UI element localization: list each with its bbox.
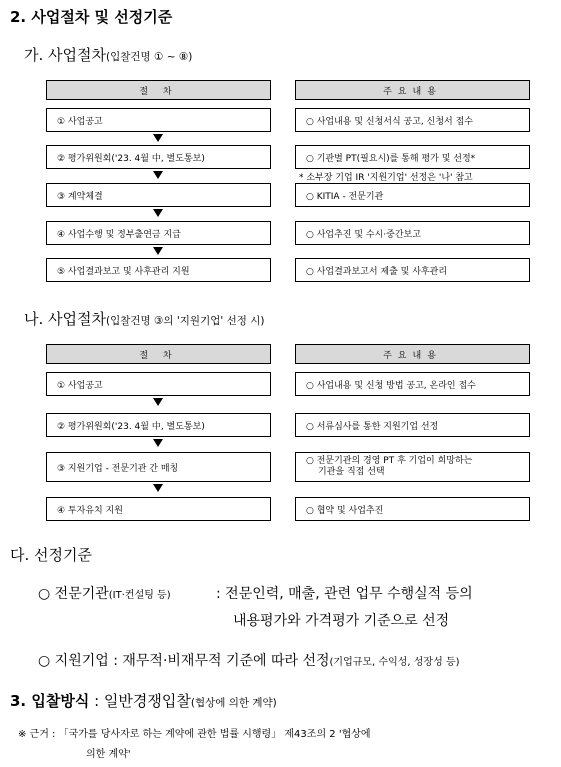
table-b-content-1: ○ 사업내용 및 신청 방법 공고, 온라인 접수 xyxy=(295,372,530,396)
table-b-content-4: ○ 협약 및 사업추진 xyxy=(295,497,530,521)
legal-basis-note-cont: 의한 계약' xyxy=(86,749,131,760)
subsection-a-heading: 가. 사업절차(입찰건명 ① ~ ⑧) xyxy=(24,46,193,64)
table-b-content-3 xyxy=(295,452,530,482)
criteria-item-2 xyxy=(38,650,459,670)
table-b-content-3-line2: 기관을 직접 선택 xyxy=(318,467,385,477)
criteria-item-1-text: : 전문인력, 매출, 관련 업무 수행실적 등의 xyxy=(216,586,473,602)
down-arrow-icon xyxy=(153,439,163,447)
table-b-content-2: ○ 서류심사를 통한 지원기업 선정 xyxy=(295,413,530,437)
table-a-step-1: ① 사업공고 xyxy=(46,108,271,132)
down-arrow-icon xyxy=(153,247,163,255)
table-a-step-3: ③ 계약체결 xyxy=(46,183,271,207)
table-a-step-4: ④ 사업수행 및 정부출연금 지급 xyxy=(46,221,271,245)
criteria-item-2-label: ○ 지원기업 : 재무적·비재무적 기준에 따라 선정 xyxy=(38,653,330,669)
table-a-header-right: 주요내용 xyxy=(295,80,530,100)
table-a-step-2: ② 평가위원회('23. 4월 中, 별도통보) xyxy=(46,145,271,169)
down-arrow-icon xyxy=(153,398,163,406)
down-arrow-icon xyxy=(153,171,163,179)
legal-basis-note: ※ 근거 : 「국가를 당사자로 하는 계약에 관한 법률 시행령」 제43조의 2 '협상에 xyxy=(18,729,371,740)
section-3-title: 3. 입찰방식 : 일반경쟁입찰(협상에 의한 계약) xyxy=(10,692,277,710)
table-a-content-5: ○ 사업결과보고서 제출 및 사후관리 xyxy=(295,258,530,282)
table-a-content-2: ○ 기관별 PT(필요시)를 통해 평가 및 선정* xyxy=(295,145,530,169)
subsection-b-heading: 나. 사업절차(입찰건명 ③의 '지원기업' 선정 시) xyxy=(24,310,265,328)
subsection-c-heading: 다. 선정기준 xyxy=(10,546,92,564)
table-b-content-3-line1: ○ 전문기관의 경영 PT 후 기업이 희망하는 xyxy=(306,456,473,466)
table-a-step-5: ⑤ 사업결과보고 및 사후관리 지원 xyxy=(46,258,271,282)
table-b-step-4: ④ 투자유치 지원 xyxy=(46,497,271,521)
table-b-header-right: 주요내용 xyxy=(295,344,530,364)
table-a-footnote: * 소부장 기업 IR '지원기업' 선정은 '나' 참고 xyxy=(299,173,473,183)
criteria-item-1-text2: 내용평가와 가격평가 기준으로 선정 xyxy=(233,613,450,629)
table-a-content-1: ○ 사업내용 및 신청서식 공고, 신청서 접수 xyxy=(295,108,530,132)
table-a-content-3: ○ KITIA - 전문기관 xyxy=(295,183,530,207)
down-arrow-icon xyxy=(153,484,163,492)
criteria-item-1-label: ○ 전문기관 xyxy=(38,586,109,602)
table-b-header-left: 절 차 xyxy=(46,344,271,364)
down-arrow-icon xyxy=(153,209,163,217)
table-a-header-left: 절 차 xyxy=(46,80,271,100)
criteria-item-1 xyxy=(38,583,171,603)
down-arrow-icon xyxy=(153,134,163,142)
table-a-content-4: ○ 사업추진 및 수시·중간보고 xyxy=(295,221,530,245)
table-b-step-1: ① 사업공고 xyxy=(46,372,271,396)
table-b-step-2: ② 평가위원회('23. 4월 中, 별도통보) xyxy=(46,413,271,437)
section-title: 2. 사업절차 및 선정기준 xyxy=(10,8,173,26)
criteria-item-2-sub: (기업규모, 수익성, 성장성 등) xyxy=(329,657,460,668)
table-b-step-3: ③ 지원기업 - 전문기관 간 매칭 xyxy=(46,452,271,482)
criteria-item-1-label-sub: (IT·컨설팅 등) xyxy=(108,590,171,601)
